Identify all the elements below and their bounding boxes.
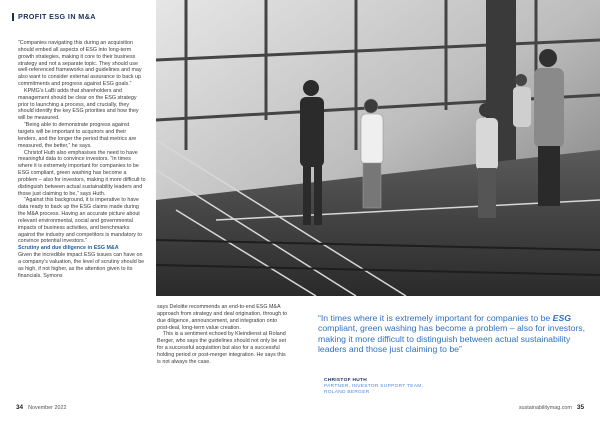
site-url: sustainabilitymag.com (518, 404, 572, 411)
section-tag (12, 12, 96, 21)
section-tag-label: PROFIT ESG IN M&A (18, 12, 96, 21)
issue-date: November 2022 (28, 404, 67, 411)
body-paragraph: KPMG’s LaBi adds that shareholders and management should be clear on the ESG strategy prior to launching a process, and crucially, they should identify the key ESG priorities and how they will be measured. (18, 87, 139, 122)
footer-right (519, 404, 584, 411)
article-subheading: Scrutiny and due diligence in ESG M&A (18, 245, 119, 252)
body-paragraph: Given the incredible impact ESG issues can have on a company’s valuation, the level of scrutiny should be as high, if not higher, as the attention given to its financials. Symons (18, 252, 145, 279)
attribution-name: CHRISTOF HUTH (324, 378, 367, 383)
body-paragraph: “Being able to demonstrate progress against targets will be important to acquirors and their lenders, and the longer the period that metrics are measured, the better,” he says. (18, 122, 137, 149)
page-number-right: 35 (576, 404, 584, 411)
body-paragraph: “Against this background, it is imperative to have data ready to back up the ESG claims made during the M&A process. Having an accurate picture about relevant environmental, social and governmental impacts of business activities, and benchmarks against the industry and competitors is mandatory to convince potential investors.” (18, 197, 142, 245)
pull-quote (318, 313, 586, 354)
page-number-left: 34 (16, 404, 24, 411)
attribution-company: ROLAND BERGER (324, 389, 370, 395)
pull-quote-text-after: compliant, green washing has become a problem – also for investors, making it more difficult to distinguish between actual sustainability leaders and those just claiming to be” (318, 323, 586, 354)
pull-quote-text-before: “In times where it is extremely important for companies to be (318, 313, 553, 323)
body-paragraph: “Companies navigating this during an acquisition should embed all aspects of ESG into long-term growth strategies, making it core to their business strategy and not a separate topic. They should use well-referenced frameworks and guidelines and may also want to consider external assurance to back up commitments and progress against ESG goals.” (18, 40, 142, 88)
body-paragraph: says Deloitte recommends an end-to-end ESG M&A approach from strategy and deal origination, through to due diligence, announcement, and integration onto post-deal, long-term value creation. (157, 304, 288, 331)
article-column-1 (18, 40, 146, 280)
footer-left (16, 404, 66, 411)
body-paragraph: Christof Huth also emphasises the need to have meaningful data to convince investors. “In times where it is extremely important for companies to be ESG compliant, green washing has become a problem – also for investors, making it more difficult to distinguish between actual sustainability leaders and those just claiming to be,” says Huth. (18, 149, 146, 197)
photo-illustration (156, 0, 600, 296)
body-paragraph: This is a sentiment echoed by Kleindienst at Roland Berger, who says the guidelines should not only be set for a successful acquisition but also for a successful holding period or post-merger integration. He says this is not always the case. (157, 331, 286, 365)
pull-quote-highlight: ESG (552, 313, 572, 323)
attribution-role: PARTNER, INVESTOR SUPPORT TEAM, (324, 383, 424, 389)
article-column-2 (157, 304, 289, 366)
quote-attribution (324, 378, 423, 396)
section-tag-bar (12, 13, 14, 21)
office-staircase-photo (156, 0, 600, 296)
